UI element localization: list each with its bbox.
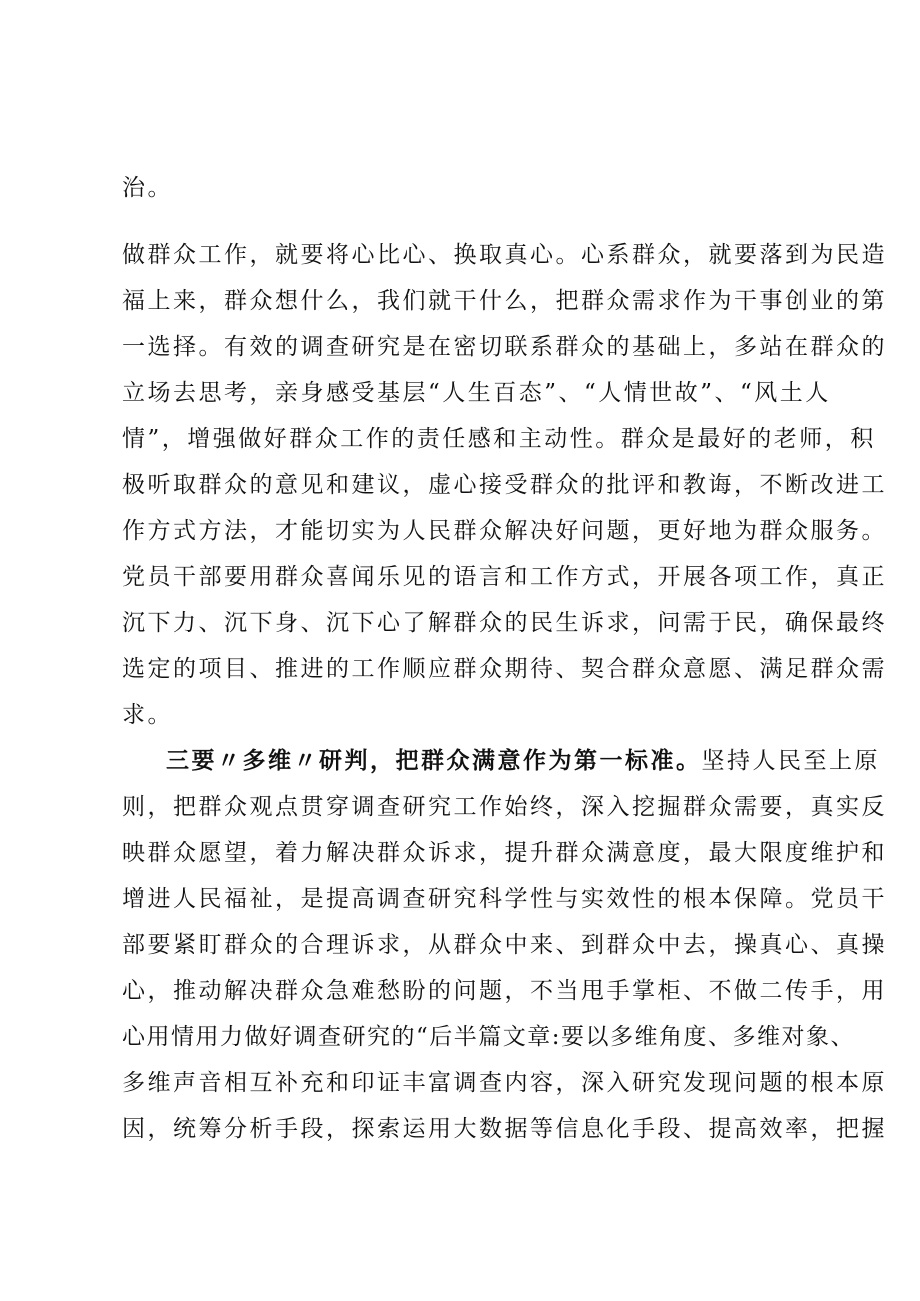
paragraph-line: 选定的项目、推进的工作顺应群众期待、契合群众意愿、满足群众需 (122, 656, 887, 682)
paragraph-line: 党员干部要用群众喜闻乐见的语言和工作方式，开展各项工作，真正 (122, 564, 887, 590)
paragraph-line: 做群众工作，就要将心比心、换取真心。心系群众，就要落到为民造 (122, 242, 887, 268)
paragraph-line: 福上来，群众想什么，我们就干什么，把群众需求作为干事创业的第 (122, 288, 887, 314)
paragraph-line: 沉下力、沉下身、沉下心了解群众的民生诉求，问需于民，确保最终 (122, 610, 887, 636)
paragraph-line: 治。 (122, 175, 173, 201)
paragraph-line: 增进人民福祉，是提高调查研究科学性与实效性的根本保障。党员干 (122, 886, 887, 912)
section-heading: 三要〃多维〃研判，把群众满意作为第一标准。 (166, 747, 702, 774)
paragraph-line: 一选择。有效的调查研究是在密切联系群众的基础上，多站在群众的 (122, 334, 887, 360)
paragraph-line: 因，统筹分析手段，探索运用大数据等信息化手段、提高效率，把握 (122, 1116, 887, 1142)
paragraph-line: 作方式方法，才能切实为人民群众解决好问题，更好地为群众服务。 (122, 518, 887, 544)
paragraph-line: 心用情用力做好调查研究的“后半篇文章:要以多维角度、多维对象、 (122, 1024, 856, 1050)
paragraph-line: 则，把群众观点贯穿调查研究工作始终，深入挖掘群众需要，真实反 (122, 794, 887, 820)
paragraph-line: 心，推动解决群众急难愁盼的问题，不当甩手掌柜、不做二传手，用 (122, 978, 887, 1004)
paragraph-line: 立场去思考，亲身感受基层“人生百态”、“人情世故”、“风土人 (122, 380, 831, 406)
paragraph-line: 映群众愿望，着力解决群众诉求，提升群众满意度，最大限度维护和 (122, 840, 887, 866)
paragraph-line: 部要紧盯群众的合理诉求，从群众中来、到群众中去，操真心、真操 (122, 932, 887, 958)
section-heading-line (166, 746, 880, 776)
section-heading-continuation: 坚持人民至上原 (701, 748, 880, 774)
paragraph-line: 情”，增强做好群众工作的责任感和主动性。群众是最好的老师，积 (122, 426, 876, 452)
paragraph-line: 极听取群众的意见和建议，虚心接受群众的批评和教诲，不断改进工 (122, 472, 887, 498)
paragraph-line: 多维声音相互补充和印证丰富调查内容，深入研究发现问题的根本原 (122, 1070, 887, 1096)
paragraph-line: 求。 (122, 702, 173, 728)
